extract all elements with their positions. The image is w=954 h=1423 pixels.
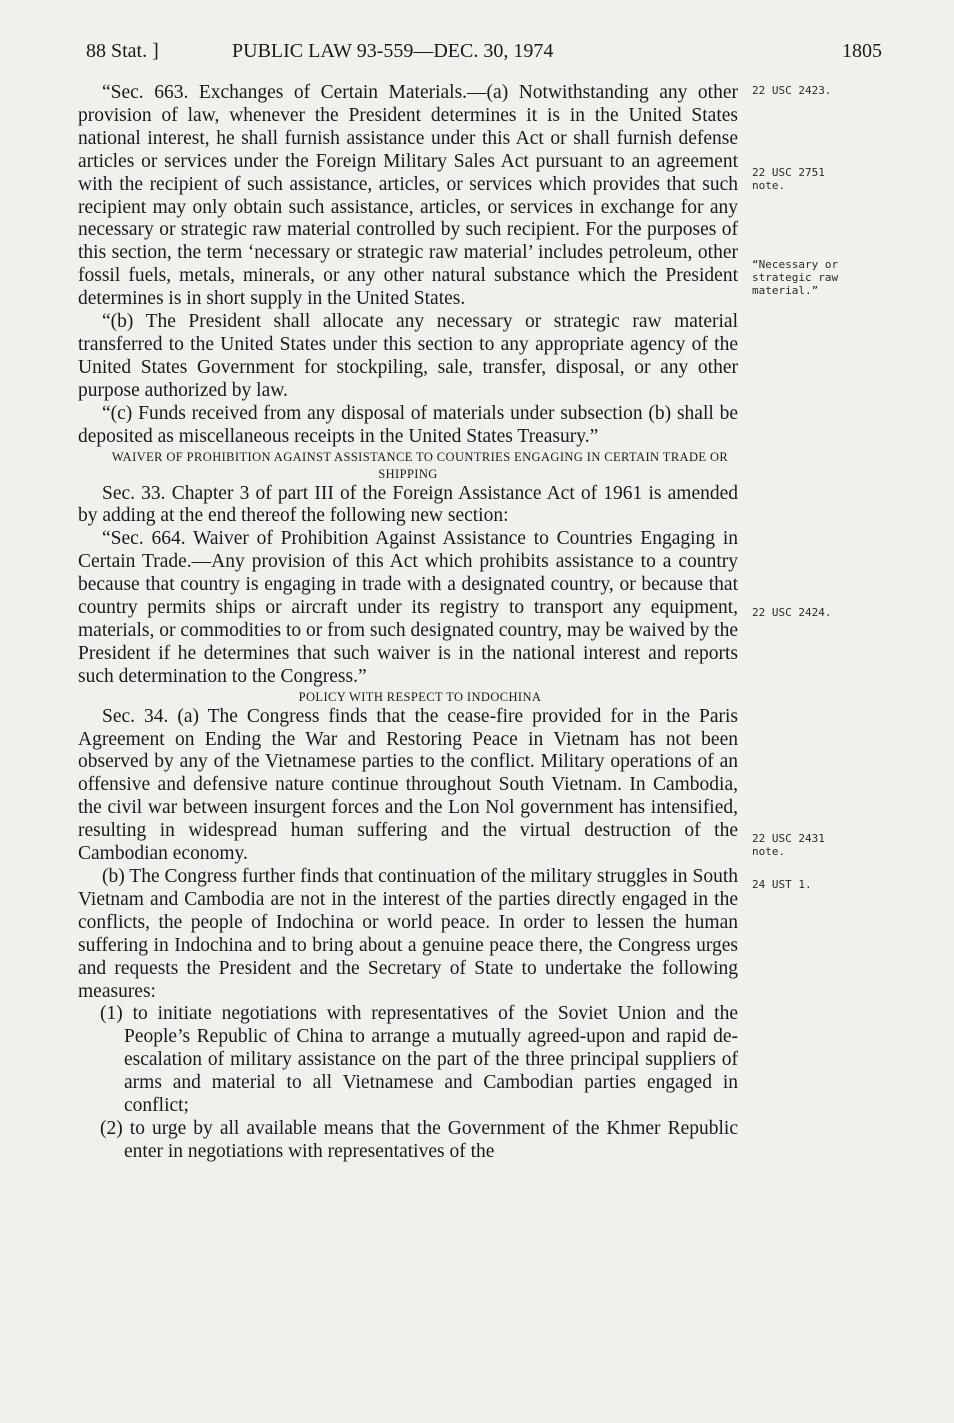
measure-2: (2) to urge by all available means that the Government of the Khmer Republic enter in negotiations with representatives of the bbox=[100, 1117, 738, 1162]
volume-reference: 88 Stat. ] bbox=[86, 40, 159, 62]
body-text bbox=[78, 82, 738, 1164]
section-34-a: Sec. 34. (a) The Congress finds that the cease-fire provided for in the Paris Agreement on Ending the War and Restoring Peace in Vietnam has not been observed by any of the Vietnamese parties to the conflict. Military operations of an offensive and defensive nature continue throughout South Vietnam. In Cambodia, the civil war between insurgent forces and the Lon Nol government has intensified, resulting in widespread human suffering and the virtual destruction of the Cambodian economy. bbox=[78, 705, 738, 865]
measure-1: (1) to initiate negotiations with representatives of the Soviet Union and the People’s Republic of China to arrange a mutually agreed-upon and rapid de-escalation of military assistance on the part of the three principal suppliers of arms and material to all Vietnamese and Cambodian parties engaged in conflict; bbox=[100, 1003, 738, 1117]
margin-note-22usc2424: 22 USC 2424. bbox=[752, 606, 832, 619]
margin-note-22usc2423: 22 USC 2423. bbox=[752, 84, 832, 97]
heading-indochina: POLICY WITH RESPECT TO INDOCHINA bbox=[298, 689, 542, 704]
heading-waiver: WAIVER OF PROHIBITION AGAINST ASSISTANCE TO COUNTRIES ENGAGING IN CERTAIN TRADE OR SHIPPING bbox=[111, 449, 729, 481]
section-34-b: (b) The Congress further finds that continuation of the military struggles in South Vietnam and Cambodia are not in the interest of the parties directly engaged in the conflicts, the people of Indochina or world peace. In order to lessen the human suffering in Indochina and to bring about a genuine peace there, the Congress urges and requests the President and the Secretary of State to undertake the following measures: bbox=[78, 866, 738, 1002]
section-33: Sec. 33. Chapter 3 of part III of the Foreign Assistance Act of 1961 is amended by adding at the end thereof the following new section: bbox=[78, 482, 738, 527]
section-664: “Sec. 664. Waiver of Prohibition Against Assistance to Countries Engaging in Certain Trade.—Any provision of this Act which prohibits assistance to a country because that country is engaging in trade with a designated country, or because that country permits ships or aircraft under its registry to transport any equipment, materials, or commodities to or from such designated country, may be waived by the President if he determines that such waiver is in the national interest and reports such determination to the Congress.” bbox=[78, 528, 738, 687]
section-663-b: “(b) The President shall allocate any necessary or strategic raw material transferred to the United States under this section to any appropriate agency of the United States Government for stockpiling, sale, transfer, disposal, or any other purpose authorized by law. bbox=[78, 311, 738, 401]
margin-note-22usc2431: 22 USC 2431 note. bbox=[752, 832, 825, 858]
section-663-a: “Sec. 663. Exchanges of Certain Materials.—(a) Notwithstanding any other provision of law, whenever the President determines it is in the United States national interest, he shall furnish assistance under this Act or shall furnish defense articles or services under the Foreign Military Sales Act pursuant to an agreement with the recipient of such assistance, articles, or services which provides that such recipient may only obtain such assistance, articles, or services in exchange for any necessary or strategic raw material controlled by such recipient. For the purposes of this section, the term ‘necessary or strategic raw material’ includes petroleum, other fossil fuels, metals, minerals, or any other natural substance which the President determines is in short supply in the United States. bbox=[78, 82, 738, 310]
margin-note-necessary-material: “Necessary or strategic raw material.” bbox=[752, 258, 839, 297]
page-number: 1805 bbox=[842, 40, 882, 62]
page-header bbox=[86, 40, 882, 70]
margin-note-24ust1: 24 UST 1. bbox=[752, 878, 812, 891]
margin-note-22usc2751: 22 USC 2751 note. bbox=[752, 166, 825, 192]
law-title: PUBLIC LAW 93-559—DEC. 30, 1974 bbox=[232, 40, 554, 62]
section-663-c: “(c) Funds received from any disposal of materials under subsection (b) shall be deposited as miscellaneous receipts in the United States Treasury.” bbox=[78, 402, 738, 447]
